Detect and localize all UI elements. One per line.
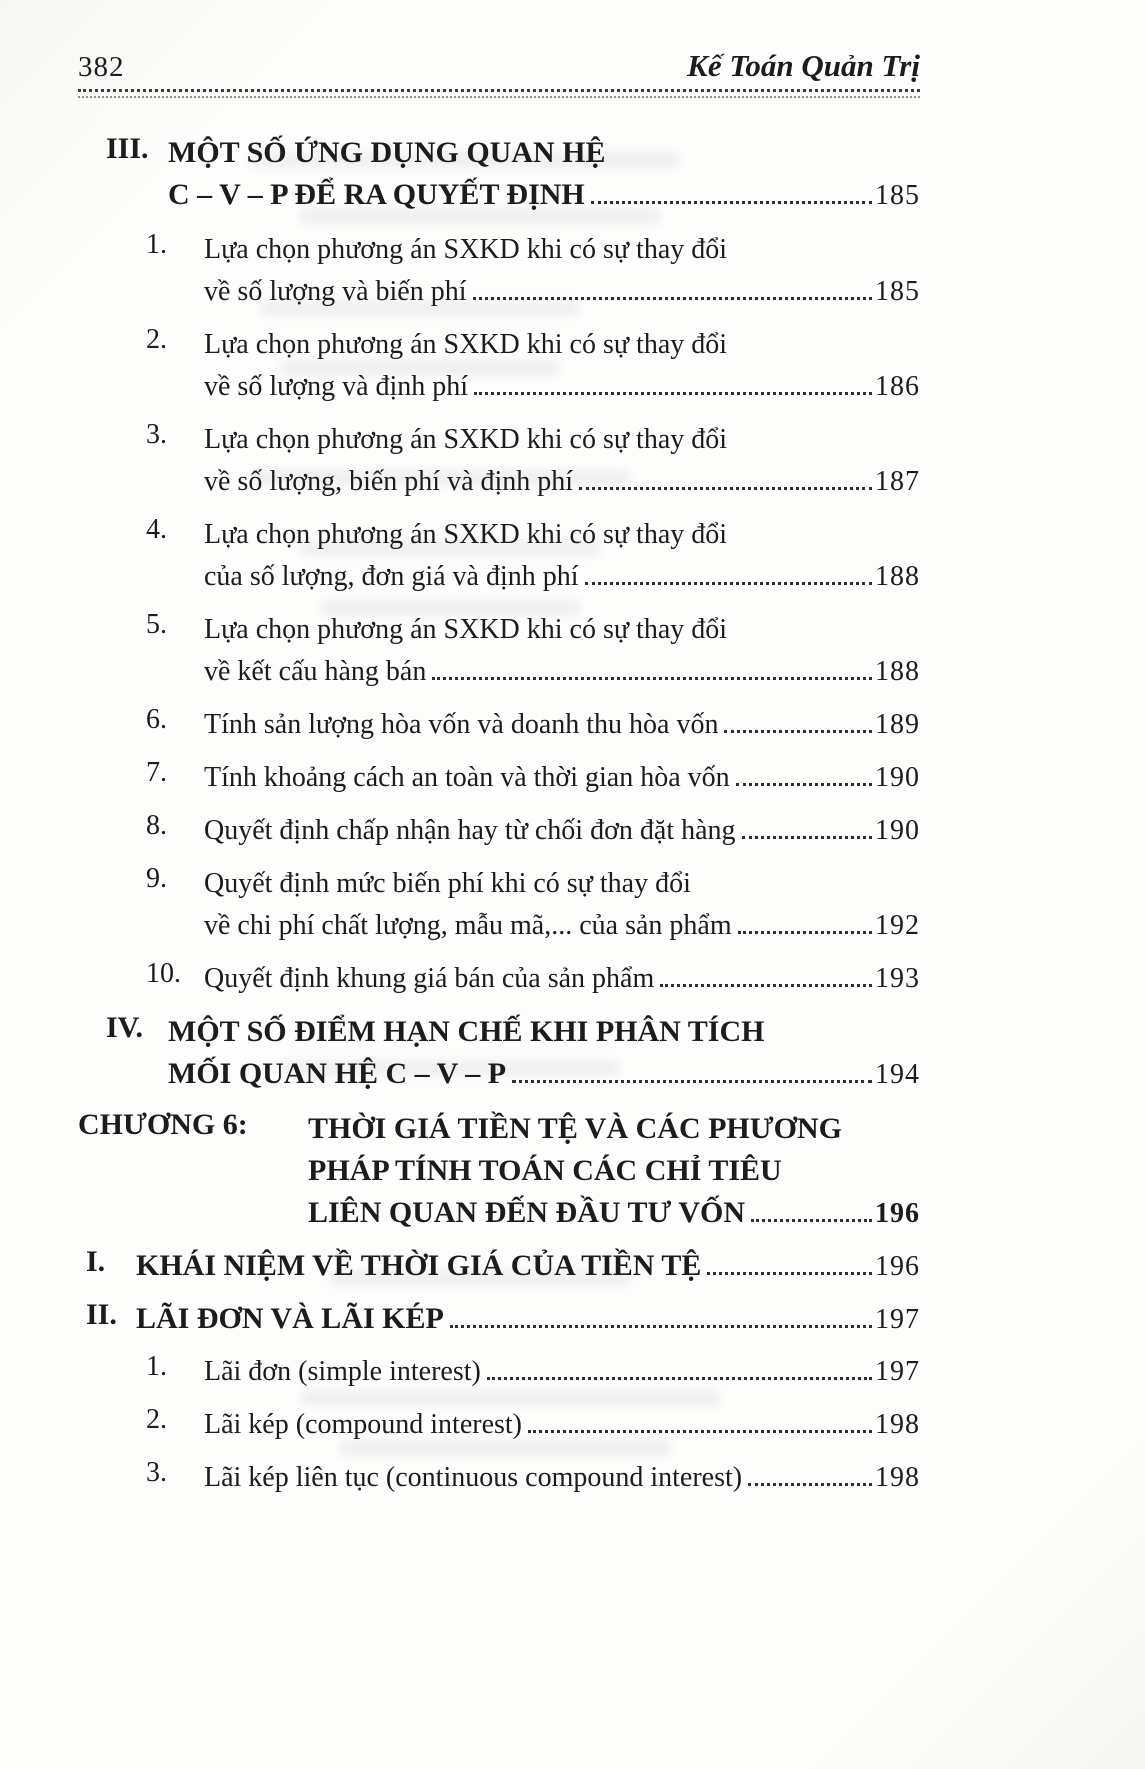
dot-leader <box>591 201 872 204</box>
toc-entry-item <box>146 757 920 799</box>
entry-body <box>204 1351 920 1393</box>
dot-leader <box>487 1377 872 1380</box>
dot-leader <box>512 1080 872 1083</box>
entry-page-ref: 190 <box>875 815 920 846</box>
toc-entry-item <box>146 863 920 947</box>
entry-label: 3. <box>146 419 167 450</box>
dot-leader <box>742 836 872 839</box>
entry-body <box>204 863 920 947</box>
entry-title-text: về chi phí chất lượng, mẫu mã,... của sản phẩm <box>204 910 732 941</box>
page-number: 382 <box>78 51 125 83</box>
entry-label: 10. <box>146 958 181 989</box>
entry-label: 8. <box>146 810 167 841</box>
entry-label: 3. <box>146 1457 167 1488</box>
entry-title-text: Quyết định chấp nhận hay từ chối đơn đặt hàng <box>204 815 736 846</box>
entry-body <box>204 514 920 598</box>
entry-title-text: Lãi kép liên tục (continuous compound interest) <box>204 1462 743 1493</box>
entry-label: IV. <box>106 1011 143 1044</box>
toc-entry-item <box>146 514 920 598</box>
entry-page-ref: 197 <box>875 1356 920 1387</box>
dot-leader <box>724 730 872 733</box>
entry-body <box>204 1457 920 1499</box>
toc-entry-item <box>146 324 920 408</box>
dot-leader <box>585 582 872 585</box>
dot-leader <box>528 1430 872 1433</box>
entry-body <box>136 1298 920 1341</box>
entry-body <box>204 229 920 313</box>
entry-title-text: THỜI GIÁ TIỀN TỆ VÀ CÁC PHƯƠNG <box>308 1112 842 1145</box>
entry-label: 9. <box>146 863 167 894</box>
entry-line <box>204 863 920 905</box>
entry-line <box>136 1245 920 1288</box>
toc <box>78 132 920 1499</box>
entry-body <box>204 958 920 1000</box>
entry-page-ref: 196 <box>875 1198 920 1229</box>
dot-leader <box>738 931 872 934</box>
entry-page-ref: 187 <box>875 466 920 497</box>
entry-line <box>204 1457 920 1499</box>
toc-entry-subsection <box>86 1245 920 1288</box>
entry-label: I. <box>86 1245 106 1278</box>
entry-line <box>204 704 920 746</box>
entry-title-text: PHÁP TÍNH TOÁN CÁC CHỈ TIÊU <box>308 1154 782 1187</box>
dot-leader <box>474 392 872 395</box>
entry-line <box>204 324 920 366</box>
entry-body <box>204 609 920 693</box>
entry-line <box>204 651 920 693</box>
entry-label: III. <box>106 132 149 165</box>
entry-line <box>204 958 920 1000</box>
entry-body <box>308 1108 920 1235</box>
dot-leader <box>748 1483 872 1486</box>
entry-page-ref: 186 <box>875 371 920 402</box>
entry-body <box>204 324 920 408</box>
entry-page-ref: 198 <box>875 1409 920 1440</box>
entry-title-text: Lựa chọn phương án SXKD khi có sự thay đổi <box>204 329 728 360</box>
entry-title-text: Tính khoảng cách an toàn và thời gian hòa vốn <box>204 762 730 793</box>
entry-page-ref: 196 <box>875 1251 920 1282</box>
entry-body <box>136 1245 920 1288</box>
entry-title-text: về số lượng và biến phí <box>204 276 467 307</box>
entry-line <box>204 419 920 461</box>
entry-body <box>204 1404 920 1446</box>
entry-title-text: Quyết định khung giá bán của sản phẩm <box>204 963 655 994</box>
entry-body <box>204 419 920 503</box>
dot-leader <box>751 1219 872 1222</box>
entry-label: 6. <box>146 704 167 735</box>
entry-page-ref: 194 <box>875 1059 920 1090</box>
entry-title-text: về số lượng, biến phí và định phí <box>204 466 574 497</box>
entry-title-text: Lựa chọn phương án SXKD khi có sự thay đổi <box>204 614 728 645</box>
entry-title-text: MỘT SỐ ỨNG DỤNG QUAN HỆ <box>168 136 606 169</box>
entry-page-ref: 192 <box>875 910 920 941</box>
toc-entry-item <box>146 229 920 313</box>
entry-title-text: về kết cấu hàng bán <box>204 656 427 687</box>
dot-leader <box>432 677 872 680</box>
entry-label: 2. <box>146 1404 167 1435</box>
entry-title-text: MỐI QUAN HỆ C – V – P <box>168 1057 507 1090</box>
toc-entry-chapter <box>78 1108 920 1235</box>
entry-line <box>204 1351 920 1393</box>
entry-label: II. <box>86 1298 117 1331</box>
entry-line <box>204 1404 920 1446</box>
dot-leader <box>579 487 872 490</box>
toc-entry-section <box>106 1011 920 1096</box>
entry-label: 5. <box>146 609 167 640</box>
dot-leader <box>736 783 872 786</box>
entry-title-text: về số lượng và định phí <box>204 371 469 402</box>
dot-leader <box>473 297 873 300</box>
entry-title-text: KHÁI NIỆM VỀ THỜI GIÁ CỦA TIỀN TỆ <box>136 1249 702 1282</box>
entry-title-text: Tính sản lượng hòa vốn và doanh thu hòa vốn <box>204 709 719 740</box>
entry-title-text: Quyết định mức biến phí khi có sự thay đổi <box>204 868 691 899</box>
entry-line <box>204 810 920 852</box>
entry-title-text: LÃI ĐƠN VÀ LÃI KÉP <box>136 1302 444 1335</box>
toc-entry-subsection <box>86 1298 920 1341</box>
header-rule <box>78 89 920 98</box>
entry-label: 2. <box>146 324 167 355</box>
entry-label: 7. <box>146 757 167 788</box>
entry-line <box>204 271 920 313</box>
toc-entry-item <box>146 609 920 693</box>
toc-entry-item <box>146 419 920 503</box>
entry-line <box>204 514 920 556</box>
entry-line <box>204 609 920 651</box>
entry-page-ref: 185 <box>875 180 920 211</box>
entry-title-text: Lãi kép (compound interest) <box>204 1409 523 1440</box>
entry-page-ref: 188 <box>875 561 920 592</box>
entry-label: CHƯƠNG 6: <box>78 1108 248 1141</box>
entry-line <box>308 1192 920 1235</box>
entry-line <box>204 366 920 408</box>
entry-title-text: Lựa chọn phương án SXKD khi có sự thay đổi <box>204 234 728 265</box>
entry-line <box>168 1011 920 1053</box>
toc-entry-item <box>146 810 920 852</box>
running-head-book-title: Kế Toán Quản Trị <box>687 48 920 83</box>
entry-title-text: Lựa chọn phương án SXKD khi có sự thay đổi <box>204 424 728 455</box>
entry-line <box>204 229 920 271</box>
entry-page-ref: 185 <box>875 276 920 307</box>
entry-title-text: C – V – P ĐỂ RA QUYẾT ĐỊNH <box>168 178 585 211</box>
entry-label: 1. <box>146 1351 167 1382</box>
entry-body <box>168 132 920 217</box>
toc-entry-item <box>146 704 920 746</box>
toc-entry-section <box>106 132 920 217</box>
entry-line <box>204 556 920 598</box>
dot-leader <box>660 984 872 987</box>
entry-body <box>168 1011 920 1096</box>
entry-line <box>308 1108 920 1150</box>
entry-page-ref: 193 <box>875 963 920 994</box>
entry-line <box>204 905 920 947</box>
toc-entry-item <box>146 1404 920 1446</box>
entry-line <box>136 1298 920 1341</box>
dot-leader <box>450 1325 872 1328</box>
entry-title-text: Lãi đơn (simple interest) <box>204 1356 481 1387</box>
entry-label: 4. <box>146 514 167 545</box>
entry-page-ref: 197 <box>875 1304 920 1335</box>
page-header <box>0 0 1145 98</box>
entry-line <box>308 1150 920 1192</box>
entry-page-ref: 189 <box>875 709 920 740</box>
entry-title-text: LIÊN QUAN ĐẾN ĐẦU TƯ VỐN <box>308 1196 745 1229</box>
toc-entry-item <box>146 1351 920 1393</box>
entry-line <box>168 174 920 217</box>
entry-body <box>204 810 920 852</box>
entry-line <box>204 461 920 503</box>
entry-page-ref: 188 <box>875 656 920 687</box>
dot-leader <box>707 1272 872 1275</box>
entry-body <box>204 704 920 746</box>
entry-title-text: MỘT SỐ ĐIỂM HẠN CHẾ KHI PHÂN TÍCH <box>168 1015 765 1048</box>
entry-line <box>168 132 920 174</box>
entry-title-text: của số lượng, đơn giá và định phí <box>204 561 579 592</box>
entry-page-ref: 190 <box>875 762 920 793</box>
entry-line <box>204 757 920 799</box>
toc-entry-item <box>146 1457 920 1499</box>
toc-entry-item <box>146 958 920 1000</box>
entry-line <box>168 1053 920 1096</box>
entry-label: 1. <box>146 229 167 260</box>
entry-body <box>204 757 920 799</box>
entry-page-ref: 198 <box>875 1462 920 1493</box>
entry-title-text: Lựa chọn phương án SXKD khi có sự thay đổi <box>204 519 728 550</box>
